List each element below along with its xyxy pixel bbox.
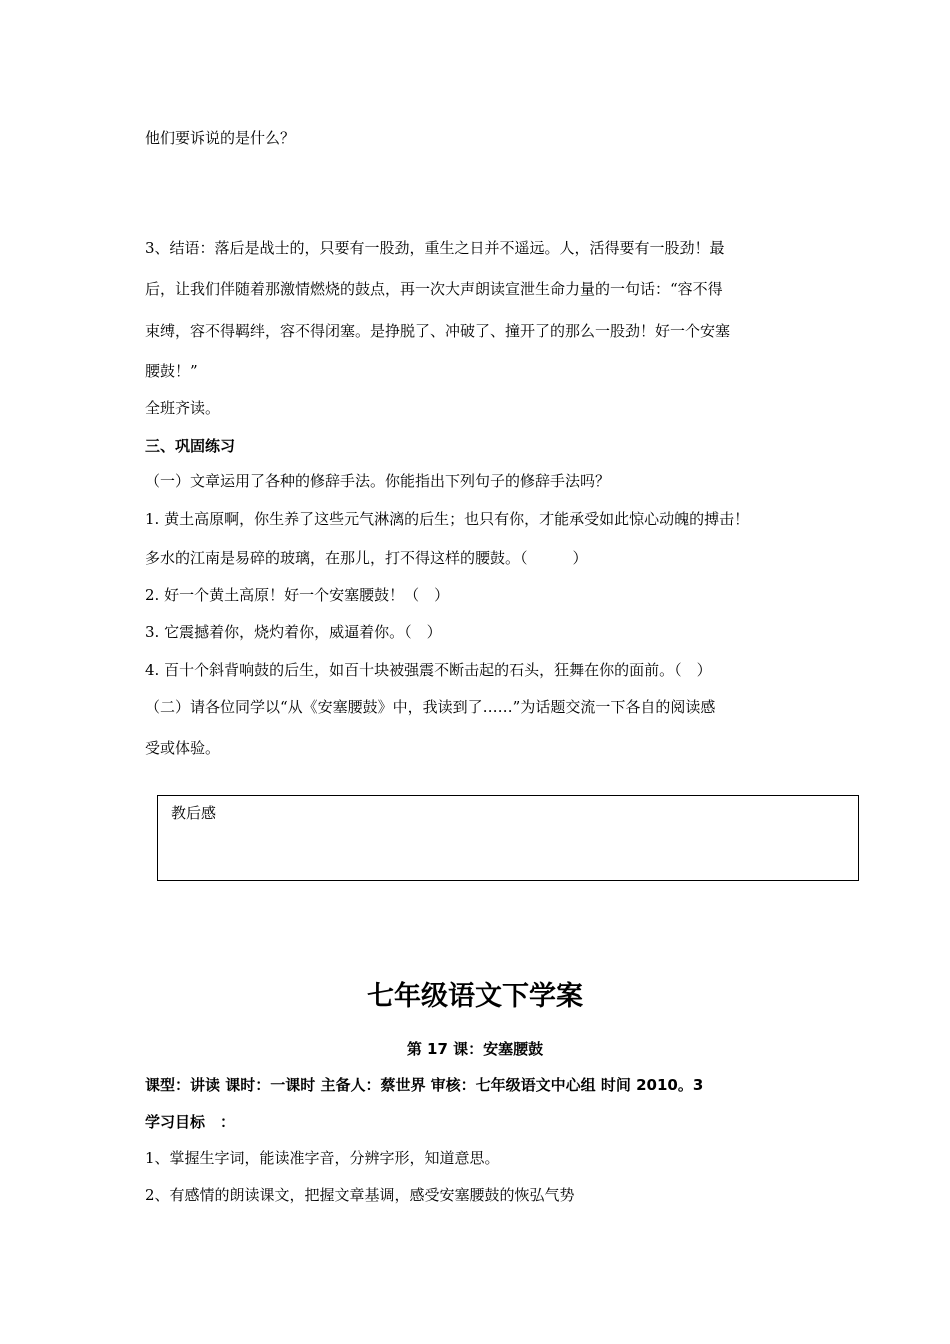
practice-part2-line2: 受或体验。: [145, 739, 221, 757]
practice-part1-intro: （一）文章运用了各种的修辞手法。你能指出下列句子的修辞手法吗？: [145, 472, 611, 490]
objective-2: 2、有感情的朗读课文，把握文章基调，感受安塞腰鼓的恢弘气势: [145, 1186, 575, 1204]
practice-heading: 三、巩固练习: [145, 437, 236, 455]
class-read-text: 全班齐读。: [145, 399, 221, 417]
practice-item3: 3. 它震撼着你，烧灼着你，威逼着你。（ ）: [145, 623, 442, 641]
conclusion-line-2: 后，让我们伴随着那激情燃烧的鼓点，再一次大声朗读宣泄生命力量的一句话：“容不得: [145, 280, 723, 298]
conclusion-line-1: 3、结语：落后是战士的，只要有一股劲，重生之日并不遥远。人，活得要有一股劲！最: [145, 239, 725, 257]
practice-item1-line1: 1. 黄土高原啊，你生养了这些元气淋漓的后生；也只有你，才能承受如此惊心动魄的搏击！: [145, 510, 750, 528]
objective-1: 1、掌握生字词，能读准字音，分辨字形，知道意思。: [145, 1149, 500, 1167]
question-text: 他们要诉说的是什么？: [145, 129, 296, 147]
practice-item1-line2: 多水的江南是易碎的玻璃，在那儿，打不得这样的腰鼓。（ ）: [145, 549, 588, 567]
practice-part2-line1: （二）请各位同学以“从《安塞腰鼓》中，我读到了……”为话题交流一下各自的阅读感: [145, 698, 716, 716]
plan-meta: 课型：讲读 课时：一课时 主备人：蔡世界 审核：七年级语文中心组 时间 2010。3: [145, 1076, 704, 1094]
objectives-heading: 学习目标 ：: [145, 1113, 236, 1131]
conclusion-line-4: 腰鼓！”: [145, 362, 198, 380]
reflection-label: 教后感: [171, 804, 217, 822]
reflection-box: [157, 795, 859, 881]
plan-title: 七年级语文下学案: [367, 981, 583, 1012]
practice-item2: 2. 好一个黄土高原！好一个安塞腰鼓！（ ）: [145, 586, 450, 604]
practice-item4: 4. 百十个斜背响鼓的后生，如百十块被强震不断击起的石头，狂舞在你的面前。（ ）: [145, 661, 712, 679]
conclusion-line-3: 束缚，容不得羁绊，容不得闭塞。是挣脱了、冲破了、撞开了的那么一股劲！好一个安塞: [145, 322, 731, 340]
lesson-subtitle: 第 17 课：安塞腰鼓: [406, 1040, 544, 1058]
